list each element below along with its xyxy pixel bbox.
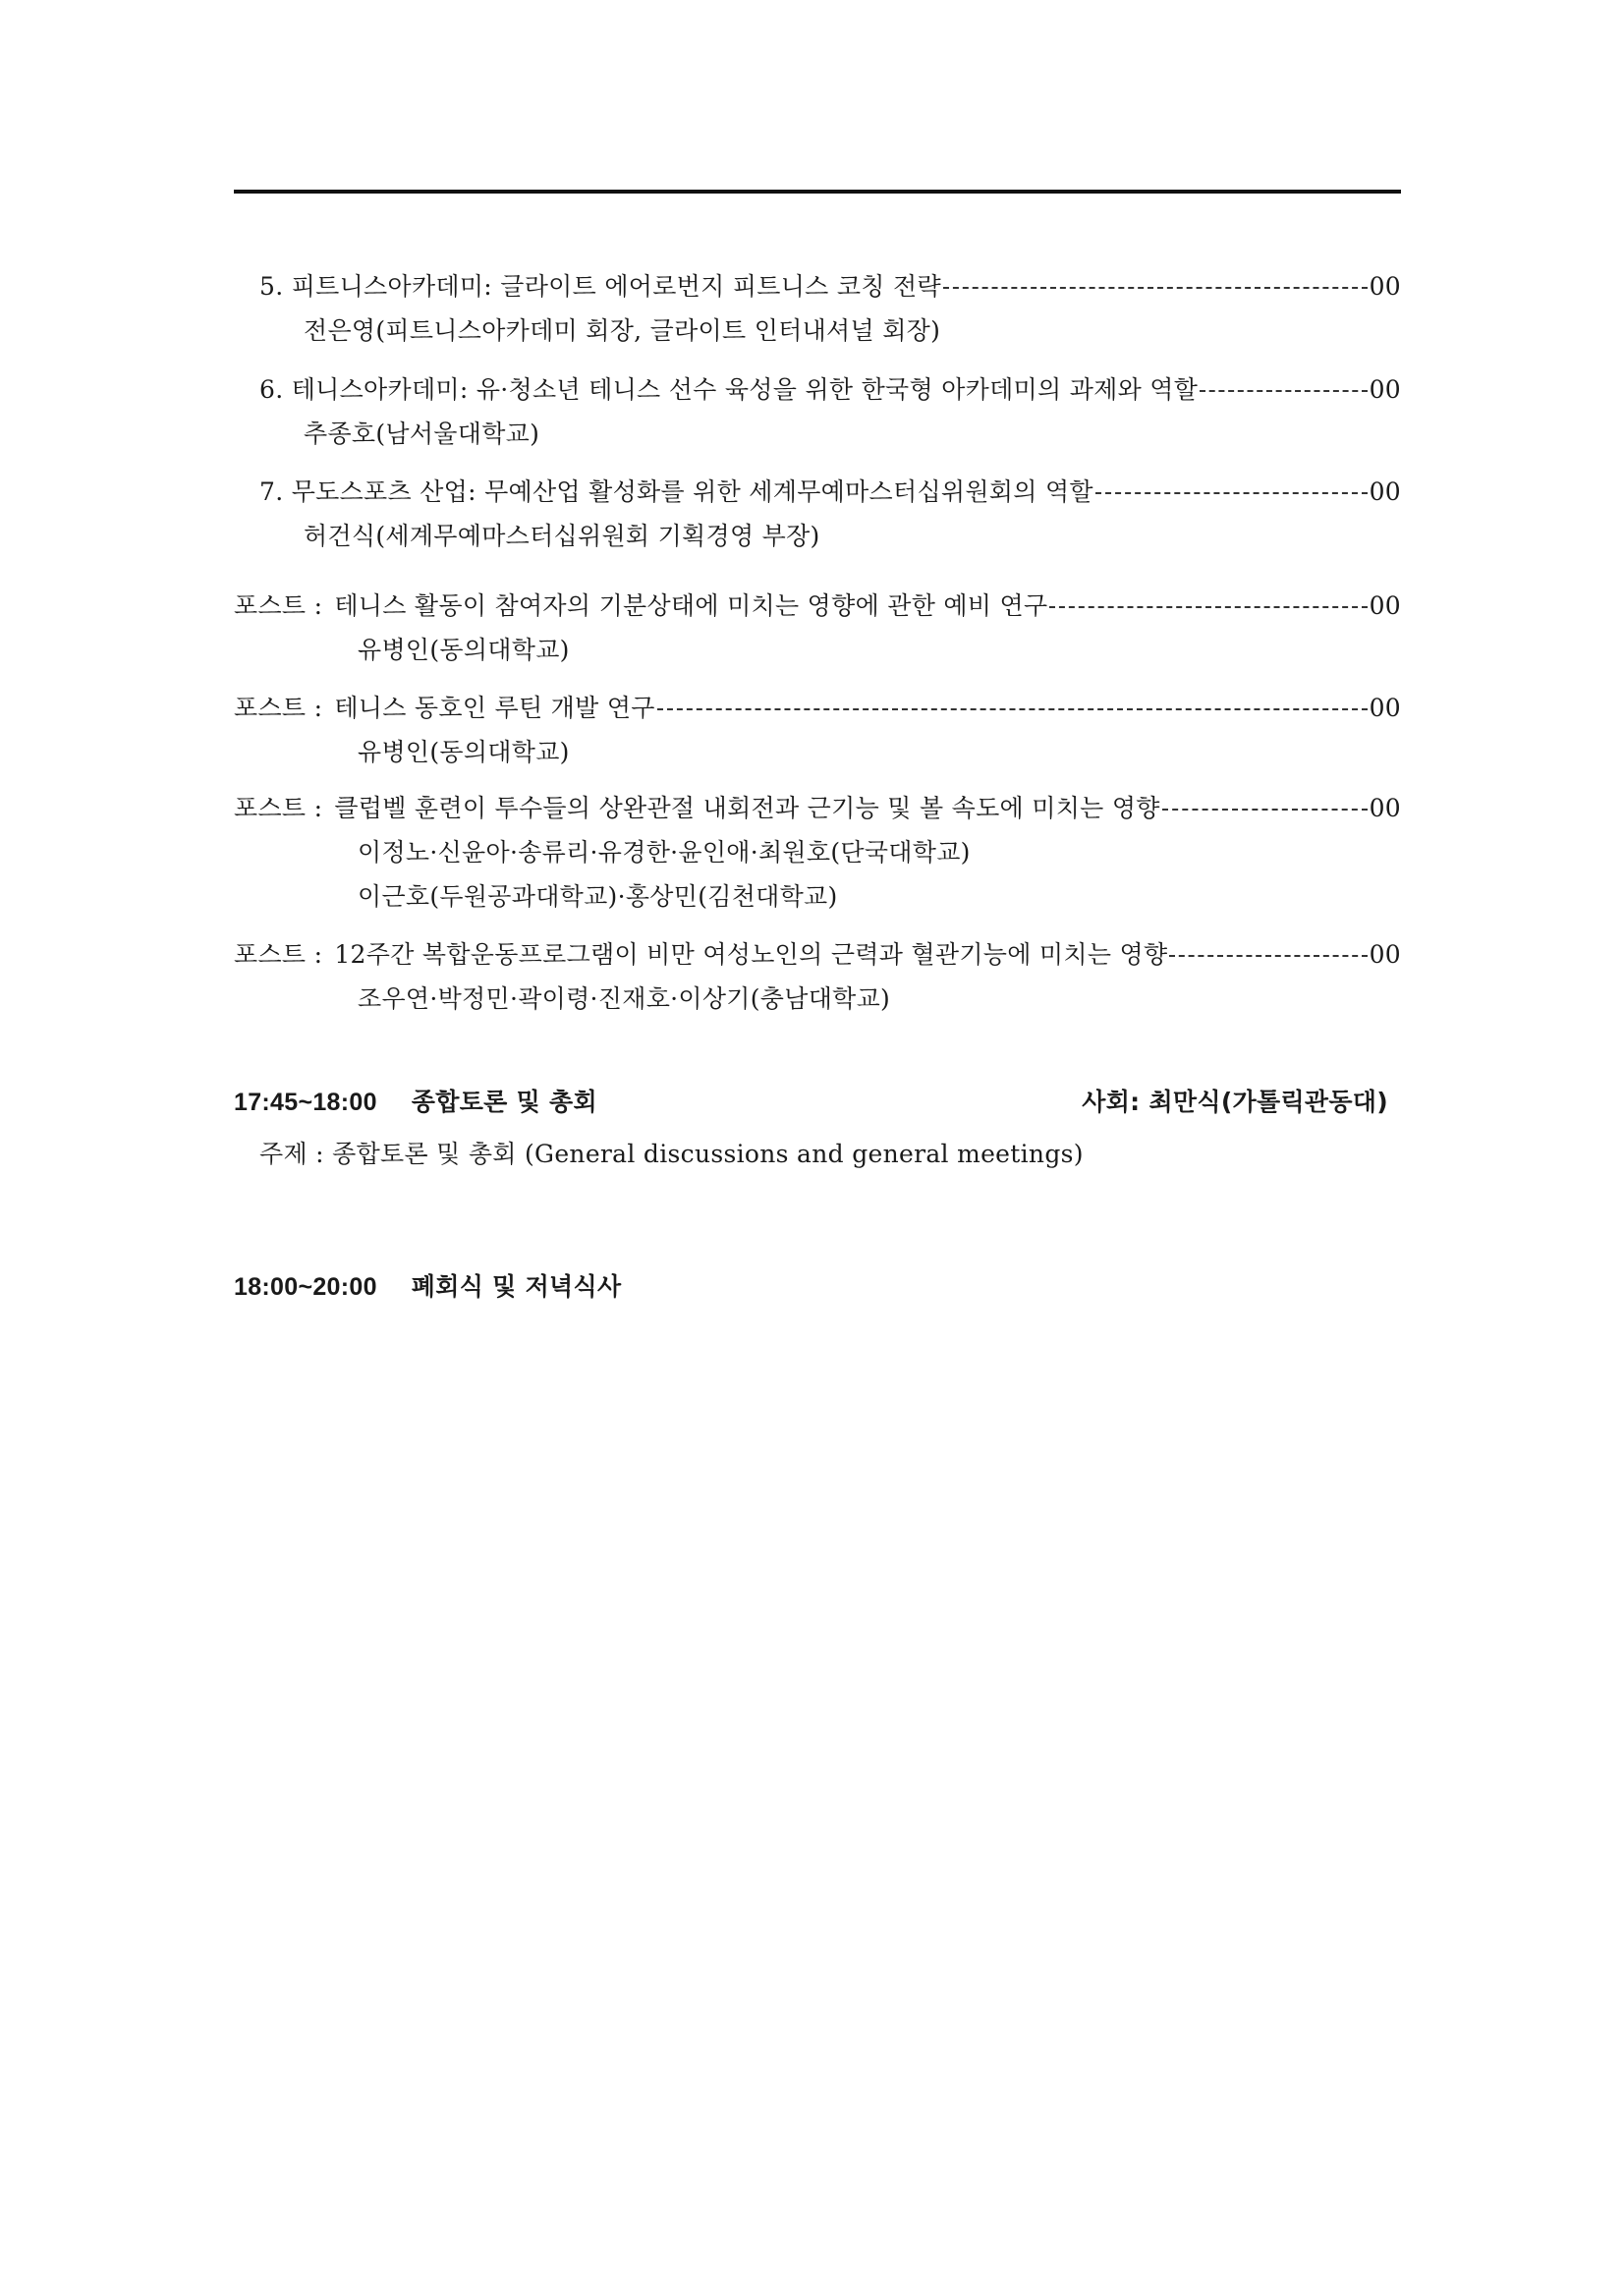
- dotted-leader: [1169, 955, 1367, 957]
- session-title: 종합토론 및 총회: [411, 1088, 597, 1116]
- session-header: [234, 1087, 597, 1118]
- session-time: 17:45~18:00: [234, 1089, 377, 1116]
- item-7-author: 허건식(세계무예마스터십위원회 기획경영 부장): [304, 522, 820, 550]
- session-time: 18:00~20:00: [234, 1273, 377, 1301]
- poster-3-author: 이근호(두원공과대학교)·홍상민(김천대학교): [358, 882, 838, 911]
- item-title: 7. 무도스포츠 산업: 무예산업 활성화를 위한 세계무예마스터십위원회의 역할: [259, 477, 1093, 506]
- page-number: 00: [1369, 591, 1401, 620]
- item-title: 5. 피트니스아카데미: 글라이트 에어로번지 피트니스 코칭 전략: [259, 272, 941, 301]
- item-6-author: 추종호(남서울대학교): [304, 420, 540, 448]
- page-number: 00: [1369, 477, 1401, 506]
- session-chair: 사회: 최만식(가톨릭관동대): [1082, 1088, 1388, 1116]
- poster-3-title: [234, 793, 1401, 824]
- poster-title: 테니스 활동이 참여자의 기분상태에 미치는 영향에 관한 예비 연구: [334, 591, 1048, 620]
- poster-2-title: [234, 693, 1401, 724]
- item-6-title: [259, 374, 1401, 406]
- item-5-author: 전은영(피트니스아카데미 회장, 글라이트 인터내셔널 회장): [304, 316, 941, 345]
- page-number: 00: [1369, 694, 1401, 722]
- session-topic: 주제 : 종합토론 및 총회 (General discussions and general meetings): [259, 1140, 1084, 1168]
- poster-4-title: [234, 939, 1401, 971]
- session-title: 폐회식 및 저녁식사: [411, 1272, 622, 1301]
- poster-1-title: [234, 590, 1401, 622]
- page-number: 00: [1369, 375, 1401, 404]
- poster-title: 테니스 동호인 루틴 개발 연구: [334, 694, 655, 722]
- page-number: 00: [1369, 794, 1401, 822]
- poster-title: 12주간 복합운동프로그램이 비만 여성노인의 근력과 혈관기능에 미치는 영향: [334, 940, 1168, 969]
- poster-title: 클럽벨 훈련이 투수들의 상완관절 내회전과 근기능 및 볼 속도에 미치는 영향: [334, 794, 1160, 822]
- poster-prefix: 포스트 :: [234, 694, 323, 722]
- poster-prefix: 포스트 :: [234, 591, 323, 620]
- dotted-leader: [657, 708, 1368, 710]
- dotted-leader: [1049, 606, 1367, 608]
- page-number: 00: [1369, 272, 1401, 301]
- header-rule: [234, 190, 1401, 194]
- dotted-leader: [1095, 492, 1368, 494]
- page-number: 00: [1369, 940, 1401, 969]
- session-header: [234, 1271, 621, 1303]
- poster-1-author: 유병인(동의대학교): [358, 636, 570, 664]
- poster-4-author: 조우연·박정민·곽이령·진재호·이상기(충남대학교): [358, 984, 891, 1013]
- poster-2-author: 유병인(동의대학교): [358, 738, 570, 766]
- item-title: 6. 테니스아카데미: 유·청소년 테니스 선수 육성을 위한 한국형 아카데미의 과제와 역할: [259, 375, 1199, 404]
- item-7-title: [259, 476, 1401, 508]
- dotted-leader: [1162, 809, 1368, 811]
- poster-prefix: 포스트 :: [234, 794, 323, 822]
- item-5-title: [259, 271, 1401, 303]
- poster-prefix: 포스트 :: [234, 940, 323, 969]
- dotted-leader: [1200, 390, 1367, 392]
- poster-3-author: 이정노·신윤아·송류리·유경한·윤인애·최원호(단국대학교): [358, 838, 971, 867]
- dotted-leader: [943, 287, 1368, 289]
